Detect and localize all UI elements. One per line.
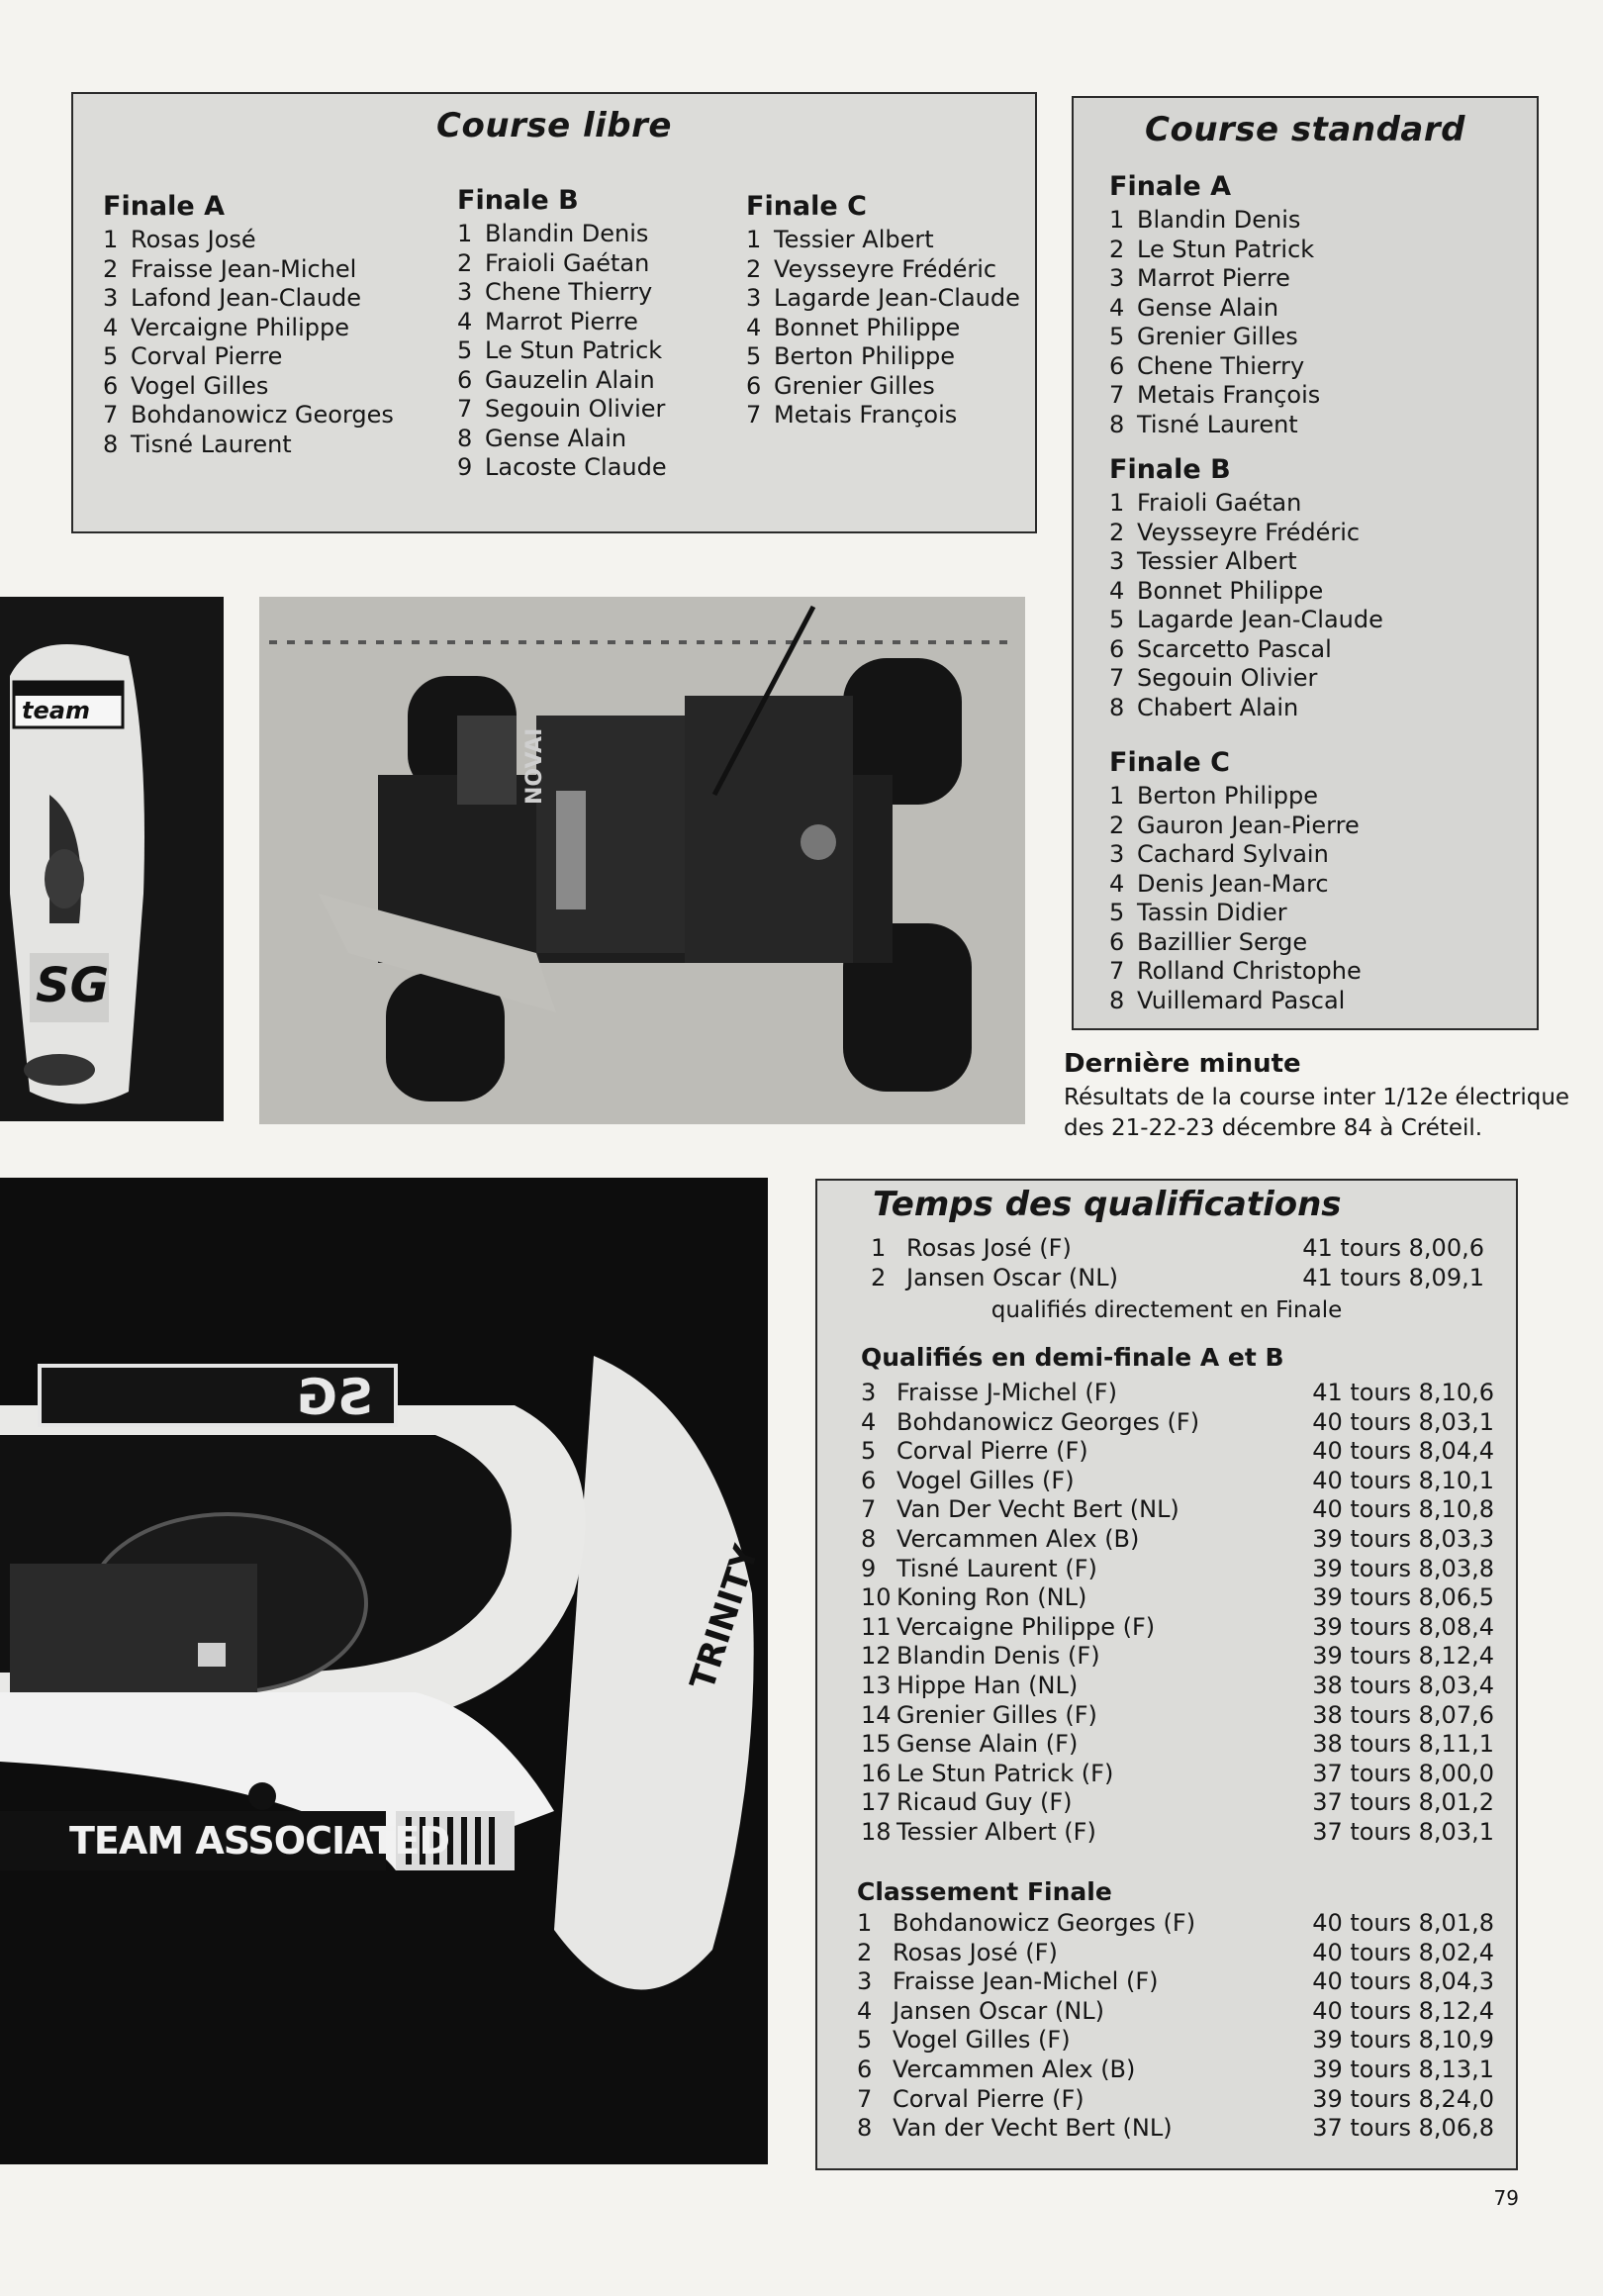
libre-c-row — [746, 401, 1020, 430]
final-driver-name: Corval Pierre (F) — [893, 2084, 1084, 2113]
standard-b-row — [1109, 635, 1383, 665]
standard-c-rank: 1 — [1109, 782, 1125, 810]
direct-driver-name: Jansen Oscar (NL) — [906, 1263, 1118, 1292]
libre-b-rank: 9 — [457, 453, 473, 481]
semi-result: 38 tours 8,03,4 — [1312, 1671, 1494, 1699]
semi-result: 39 tours 8,12,4 — [1312, 1642, 1494, 1671]
libre-c-driver-name: Grenier Gilles — [774, 371, 935, 400]
semi-driver-name: Grenier Gilles (F) — [896, 1700, 1097, 1729]
standard-c-rank: 3 — [1109, 840, 1125, 868]
libre-b-row — [457, 220, 667, 249]
standard-b-driver-name: Chabert Alain — [1137, 693, 1299, 721]
standard-a-driver-name: Marrot Pierre — [1137, 264, 1290, 292]
semi-row — [861, 1730, 1494, 1760]
standard-finale-c-heading: Finale C — [1109, 747, 1230, 778]
standard-b-row — [1109, 664, 1383, 694]
standard-a-rank: 8 — [1109, 410, 1125, 438]
final-driver-name: Fraisse Jean-Michel (F) — [893, 1967, 1159, 1996]
semi-driver-name: Tisné Laurent (F) — [896, 1554, 1097, 1582]
libre-a-row — [103, 255, 394, 285]
semi-driver-name: Blandin Denis (F) — [896, 1642, 1100, 1671]
libre-a-driver-name: Lafond Jean-Claude — [131, 284, 362, 312]
final-result: 39 tours 8,13,1 — [1312, 2055, 1494, 2083]
libre-a-driver-name: Tisné Laurent — [131, 430, 292, 458]
standard-a-driver-name: Le Stun Patrick — [1137, 235, 1315, 263]
standard-c-row — [1109, 987, 1362, 1016]
direct-row — [871, 1264, 1484, 1293]
libre-c-rank: 4 — [746, 313, 762, 341]
libre-a-driver-name: Vercaigne Philippe — [131, 313, 349, 341]
standard-b-driver-name: Veysseyre Frédéric — [1137, 518, 1361, 546]
standard-a-row — [1109, 294, 1320, 324]
standard-a-row — [1109, 352, 1320, 382]
final-result: 40 tours 8,01,8 — [1312, 1909, 1494, 1937]
derniere-minute-line1: Résultats de la course inter 1/12e électrique — [1064, 1085, 1570, 1110]
standard-c-driver-name: Vuillemard Pascal — [1137, 986, 1346, 1014]
libre-b-driver-name: Le Stun Patrick — [485, 336, 663, 364]
libre-b-row — [457, 453, 667, 483]
final-rank: 4 — [857, 1996, 873, 2025]
final-driver-name: Van der Vecht Bert (NL) — [893, 2114, 1173, 2143]
semi-driver-name: Tessier Albert (F) — [896, 1817, 1096, 1846]
standard-c-row — [1109, 840, 1362, 870]
standard-b-row — [1109, 489, 1383, 519]
semi-rank: 15 — [861, 1730, 892, 1759]
libre-finale-a-heading: Finale A — [103, 191, 226, 222]
final-driver-name: Vercammen Alex (B) — [893, 2055, 1136, 2083]
libre-b-row — [457, 395, 667, 425]
libre-a-rank: 7 — [103, 401, 119, 429]
standard-c-rank: 5 — [1109, 899, 1125, 926]
semi-row — [861, 1555, 1494, 1584]
standard-a-driver-name: Blandin Denis — [1137, 206, 1301, 234]
standard-b-driver-name: Segouin Olivier — [1137, 664, 1318, 692]
libre-c-row — [746, 284, 1020, 314]
libre-b-driver-name: Chene Thierry — [485, 278, 653, 306]
semi-result: 39 tours 8,03,3 — [1312, 1524, 1494, 1553]
libre-c-row — [746, 372, 1020, 402]
libre-b-driver-name: Gense Alain — [485, 424, 627, 452]
standard-b-rank: 2 — [1109, 518, 1125, 546]
libre-a-rank: 6 — [103, 371, 119, 400]
direct-rank: 2 — [871, 1263, 887, 1292]
libre-c-row — [746, 255, 1020, 285]
standard-a-row — [1109, 236, 1320, 265]
libre-c-rank: 5 — [746, 342, 762, 370]
semi-result: 40 tours 8,04,4 — [1312, 1437, 1494, 1466]
libre-a-row — [103, 226, 394, 255]
standard-a-driver-name: Tisné Laurent — [1137, 410, 1298, 438]
semi-row — [861, 1760, 1494, 1789]
libre-c-driver-name: Metais François — [774, 401, 958, 429]
page-number: 79 — [1493, 2186, 1519, 2210]
final-heading: Classement Finale — [857, 1877, 1112, 1906]
semi-rank: 9 — [861, 1554, 877, 1582]
standard-a-rank: 4 — [1109, 293, 1125, 322]
final-driver-name: Vogel Gilles (F) — [893, 2026, 1071, 2055]
semi-rank: 4 — [861, 1407, 877, 1436]
semi-driver-name: Le Stun Patrick (F) — [896, 1759, 1114, 1787]
final-result: 39 tours 8,24,0 — [1312, 2084, 1494, 2113]
libre-b-rank: 7 — [457, 395, 473, 423]
libre-a-row — [103, 284, 394, 314]
standard-b-rank: 4 — [1109, 576, 1125, 605]
car-chassis-illustration — [259, 597, 1025, 1124]
standard-finale-a — [1109, 171, 1320, 439]
libre-c-driver-name: Lagarde Jean-Claude — [774, 284, 1020, 312]
libre-a-driver-name: Fraisse Jean-Michel — [131, 254, 357, 283]
standard-a-row — [1109, 381, 1320, 411]
libre-a-driver-name: Rosas José — [131, 226, 256, 253]
standard-a-row — [1109, 206, 1320, 236]
final-result: 40 tours 8,12,4 — [1312, 1996, 1494, 2025]
final-rank: 2 — [857, 1938, 873, 1966]
semi-rank: 13 — [861, 1671, 892, 1699]
semi-result: 40 tours 8,10,1 — [1312, 1466, 1494, 1494]
standard-b-rank: 1 — [1109, 489, 1125, 517]
derniere-minute-heading: Dernière minute — [1064, 1049, 1301, 1079]
semi-result: 41 tours 8,10,6 — [1312, 1379, 1494, 1406]
standard-a-driver-name: Chene Thierry — [1137, 351, 1305, 380]
standard-c-row — [1109, 782, 1362, 812]
direct-driver-name: Rosas José (F) — [906, 1234, 1072, 1262]
libre-c-rank: 2 — [746, 254, 762, 283]
closeup-sg-text: SG — [297, 1369, 374, 1426]
libre-b-rank: 5 — [457, 336, 473, 364]
libre-a-row — [103, 401, 394, 430]
libre-finale-c — [746, 191, 1020, 430]
standard-finale-c — [1109, 747, 1362, 1015]
car-side-text: NOVAI — [522, 727, 547, 805]
semi-rank: 7 — [861, 1495, 877, 1524]
semi-result: 37 tours 8,01,2 — [1312, 1788, 1494, 1817]
standard-a-rank: 5 — [1109, 323, 1125, 350]
libre-b-rank: 3 — [457, 278, 473, 306]
libre-a-rank: 5 — [103, 342, 119, 370]
libre-b-row — [457, 308, 667, 337]
libre-a-rank: 1 — [103, 226, 119, 253]
semi-driver-name: Vogel Gilles (F) — [896, 1466, 1075, 1494]
semi-result: 40 tours 8,03,1 — [1312, 1407, 1494, 1436]
photo-body-closeup — [0, 1178, 768, 2164]
body-shell-team-logo: team — [22, 697, 90, 724]
standard-b-driver-name: Lagarde Jean-Claude — [1137, 606, 1383, 633]
standard-c-driver-name: Cachard Sylvain — [1137, 840, 1329, 868]
standard-finale-a-list — [1109, 206, 1320, 439]
final-rank: 1 — [857, 1909, 873, 1937]
semi-result: 40 tours 8,10,8 — [1312, 1495, 1494, 1524]
course-libre-title: Course libre — [436, 106, 672, 145]
libre-c-driver-name: Berton Philippe — [774, 342, 955, 370]
qualifications-title: Temps des qualifications — [873, 1185, 1342, 1224]
standard-finale-b-list — [1109, 489, 1383, 722]
semi-rank: 8 — [861, 1524, 877, 1553]
standard-a-row — [1109, 411, 1320, 440]
libre-b-row — [457, 425, 667, 454]
standard-c-row — [1109, 899, 1362, 928]
standard-b-rank: 8 — [1109, 693, 1125, 721]
semi-row — [861, 1467, 1494, 1496]
libre-c-rank: 7 — [746, 401, 762, 429]
standard-c-driver-name: Gauron Jean-Pierre — [1137, 811, 1360, 839]
semi-result: 39 tours 8,03,8 — [1312, 1554, 1494, 1582]
semi-driver-name: Vercaigne Philippe (F) — [896, 1612, 1156, 1641]
semi-driver-name: Vercammen Alex (B) — [896, 1524, 1140, 1553]
libre-finale-b — [457, 185, 667, 483]
libre-c-row — [746, 342, 1020, 372]
libre-b-driver-name: Gauzelin Alain — [485, 365, 655, 394]
closeup-team-associated-text: TEAM ASSOCIATED — [69, 1819, 449, 1863]
libre-finale-b-list — [457, 220, 667, 483]
libre-c-row — [746, 314, 1020, 343]
semi-driver-name: Corval Pierre (F) — [896, 1437, 1088, 1466]
libre-c-driver-name: Bonnet Philippe — [774, 313, 961, 341]
qualifications-semi-table — [861, 1379, 1494, 1848]
libre-a-row — [103, 342, 394, 372]
derniere-minute-line2: des 21-22-23 décembre 84 à Créteil. — [1064, 1115, 1483, 1141]
body-shell-sg-logo: SG — [36, 958, 109, 1013]
standard-b-driver-name: Scarcetto Pascal — [1137, 634, 1332, 663]
libre-b-row — [457, 278, 667, 308]
final-rank: 6 — [857, 2055, 873, 2083]
final-result: 37 tours 8,06,8 — [1312, 2114, 1494, 2143]
standard-c-row — [1109, 957, 1362, 987]
final-row — [857, 1909, 1494, 1939]
libre-b-row — [457, 249, 667, 279]
course-standard-title: Course standard — [1145, 110, 1465, 149]
standard-b-row — [1109, 547, 1383, 577]
semi-row — [861, 1818, 1494, 1848]
libre-finale-a-list — [103, 226, 394, 459]
standard-c-row — [1109, 928, 1362, 958]
direct-result: 41 tours 8,00,6 — [1302, 1234, 1484, 1262]
semi-row — [861, 1701, 1494, 1731]
final-row — [857, 1967, 1494, 1997]
body-closeup-illustration — [0, 1178, 768, 2164]
course-libre-box — [71, 92, 1037, 533]
final-rank: 7 — [857, 2084, 873, 2113]
direct-row — [871, 1234, 1484, 1264]
libre-a-driver-name: Corval Pierre — [131, 342, 283, 370]
standard-finale-b — [1109, 454, 1383, 722]
semi-row — [861, 1788, 1494, 1818]
standard-b-driver-name: Bonnet Philippe — [1137, 576, 1324, 605]
standard-c-driver-name: Berton Philippe — [1137, 782, 1318, 810]
final-result: 39 tours 8,10,9 — [1312, 2026, 1494, 2055]
standard-c-rank: 4 — [1109, 869, 1125, 898]
final-driver-name: Rosas José (F) — [893, 1938, 1058, 1966]
libre-c-driver-name: Tessier Albert — [774, 226, 934, 253]
standard-a-rank: 2 — [1109, 235, 1125, 263]
standard-c-driver-name: Denis Jean-Marc — [1137, 869, 1329, 898]
semi-rank: 11 — [861, 1612, 892, 1641]
standard-c-rank: 8 — [1109, 986, 1125, 1014]
standard-a-rank: 6 — [1109, 351, 1125, 380]
semi-rank: 16 — [861, 1759, 892, 1787]
semi-driver-name: Koning Ron (NL) — [896, 1583, 1087, 1612]
libre-a-driver-name: Bohdanowicz Georges — [131, 401, 394, 429]
libre-finale-c-list — [746, 226, 1020, 430]
standard-c-driver-name: Bazillier Serge — [1137, 927, 1308, 956]
final-row — [857, 1939, 1494, 1968]
standard-b-row — [1109, 694, 1383, 723]
libre-b-row — [457, 366, 667, 396]
libre-a-driver-name: Vogel Gilles — [131, 371, 269, 400]
libre-b-rank: 8 — [457, 424, 473, 452]
libre-finale-a — [103, 191, 394, 459]
standard-b-driver-name: Fraioli Gaétan — [1137, 489, 1302, 517]
semi-rank: 10 — [861, 1583, 892, 1612]
standard-finale-b-heading: Finale B — [1109, 454, 1231, 485]
standard-a-rank: 3 — [1109, 264, 1125, 292]
libre-a-rank: 3 — [103, 284, 119, 312]
libre-a-row — [103, 372, 394, 402]
qualifications-final-table — [857, 1909, 1494, 2144]
libre-a-rank: 2 — [103, 254, 119, 283]
closeup-trinity-text: TRINITY — [683, 1540, 767, 1695]
semi-heading: Qualifiés en demi-finale A et B — [861, 1343, 1284, 1372]
standard-b-rank: 5 — [1109, 606, 1125, 633]
libre-b-rank: 2 — [457, 248, 473, 277]
final-row — [857, 2085, 1494, 2115]
libre-b-driver-name: Blandin Denis — [485, 220, 649, 247]
standard-finale-a-heading: Finale A — [1109, 171, 1232, 202]
semi-result: 39 tours 8,08,4 — [1312, 1612, 1494, 1641]
photo-car-chassis — [259, 597, 1025, 1124]
derniere-minute — [1064, 1049, 1578, 1144]
libre-a-row — [103, 430, 394, 460]
final-rank: 3 — [857, 1967, 873, 1996]
libre-b-rank: 1 — [457, 220, 473, 247]
standard-c-rank: 2 — [1109, 811, 1125, 839]
final-driver-name: Jansen Oscar (NL) — [893, 1996, 1104, 2025]
standard-b-rank: 6 — [1109, 634, 1125, 663]
libre-b-rank: 6 — [457, 365, 473, 394]
standard-c-rank: 6 — [1109, 927, 1125, 956]
semi-row — [861, 1642, 1494, 1672]
direct-note: qualifiés directement en Finale — [990, 1297, 1343, 1323]
semi-result: 39 tours 8,06,5 — [1312, 1583, 1494, 1612]
libre-a-rank: 8 — [103, 430, 119, 458]
qualifications-box — [815, 1179, 1518, 2170]
semi-driver-name: Gense Alain (F) — [896, 1730, 1079, 1759]
semi-result: 38 tours 8,11,1 — [1312, 1730, 1494, 1759]
standard-a-row — [1109, 264, 1320, 294]
libre-finale-c-heading: Finale C — [746, 191, 867, 222]
semi-result: 37 tours 8,00,0 — [1312, 1759, 1494, 1787]
direct-rank: 1 — [871, 1234, 887, 1262]
semi-rank: 14 — [861, 1700, 892, 1729]
standard-a-driver-name: Gense Alain — [1137, 293, 1279, 322]
standard-b-driver-name: Tessier Albert — [1137, 547, 1297, 575]
libre-c-driver-name: Veysseyre Frédéric — [774, 254, 997, 283]
standard-c-driver-name: Tassin Didier — [1137, 899, 1287, 926]
semi-row — [861, 1583, 1494, 1613]
semi-driver-name: Hippe Han (NL) — [896, 1671, 1079, 1699]
standard-a-row — [1109, 323, 1320, 352]
semi-driver-name: Van Der Vecht Bert (NL) — [896, 1495, 1179, 1524]
final-rank: 8 — [857, 2114, 873, 2143]
standard-b-rank: 3 — [1109, 547, 1125, 575]
semi-rank: 5 — [861, 1437, 877, 1466]
libre-c-rank: 3 — [746, 284, 762, 312]
semi-row — [861, 1379, 1494, 1408]
standard-a-rank: 7 — [1109, 381, 1125, 409]
libre-b-driver-name: Lacoste Claude — [485, 453, 667, 481]
libre-b-driver-name: Segouin Olivier — [485, 395, 666, 423]
final-row — [857, 2114, 1494, 2144]
final-result: 40 tours 8,04,3 — [1312, 1967, 1494, 1996]
semi-row — [861, 1613, 1494, 1643]
standard-b-row — [1109, 519, 1383, 548]
final-row — [857, 1997, 1494, 2027]
standard-a-rank: 1 — [1109, 206, 1125, 234]
standard-c-rank: 7 — [1109, 957, 1125, 985]
semi-rank: 12 — [861, 1642, 892, 1671]
libre-a-rank: 4 — [103, 313, 119, 341]
semi-rank: 3 — [861, 1379, 877, 1406]
qualifications-direct-table — [871, 1234, 1484, 1292]
libre-b-driver-name: Marrot Pierre — [485, 307, 638, 335]
libre-b-row — [457, 336, 667, 366]
final-row — [857, 2056, 1494, 2085]
standard-finale-c-list — [1109, 782, 1362, 1015]
final-rank: 5 — [857, 2026, 873, 2055]
semi-row — [861, 1672, 1494, 1701]
standard-c-row — [1109, 812, 1362, 841]
standard-b-rank: 7 — [1109, 664, 1125, 692]
semi-driver-name: Ricaud Guy (F) — [896, 1788, 1073, 1817]
semi-rank: 17 — [861, 1788, 892, 1817]
final-row — [857, 2026, 1494, 2056]
semi-rank: 6 — [861, 1466, 877, 1494]
standard-c-driver-name: Rolland Christophe — [1137, 957, 1362, 985]
libre-c-rank: 1 — [746, 226, 762, 253]
standard-c-row — [1109, 870, 1362, 900]
semi-row — [861, 1525, 1494, 1555]
standard-b-row — [1109, 577, 1383, 607]
semi-row — [861, 1495, 1494, 1525]
libre-b-driver-name: Fraioli Gaétan — [485, 248, 650, 277]
semi-result: 37 tours 8,03,1 — [1312, 1817, 1494, 1846]
semi-driver-name: Bohdanowicz Georges (F) — [896, 1407, 1200, 1436]
semi-rank: 18 — [861, 1817, 892, 1846]
standard-b-row — [1109, 606, 1383, 635]
standard-a-driver-name: Grenier Gilles — [1137, 323, 1298, 350]
body-shell-illustration — [0, 597, 224, 1121]
libre-a-row — [103, 314, 394, 343]
final-result: 40 tours 8,02,4 — [1312, 1938, 1494, 1966]
libre-c-rank: 6 — [746, 371, 762, 400]
photo-body-shell — [0, 597, 224, 1121]
final-driver-name: Bohdanowicz Georges (F) — [893, 1909, 1196, 1937]
course-standard-box — [1072, 96, 1539, 1030]
direct-result: 41 tours 8,09,1 — [1302, 1263, 1484, 1292]
libre-b-rank: 4 — [457, 307, 473, 335]
semi-row — [861, 1408, 1494, 1438]
semi-result: 38 tours 8,07,6 — [1312, 1700, 1494, 1729]
libre-c-row — [746, 226, 1020, 255]
libre-finale-b-heading: Finale B — [457, 185, 579, 216]
standard-a-driver-name: Metais François — [1137, 381, 1321, 409]
semi-driver-name: Fraisse J-Michel (F) — [896, 1379, 1117, 1406]
semi-row — [861, 1437, 1494, 1467]
